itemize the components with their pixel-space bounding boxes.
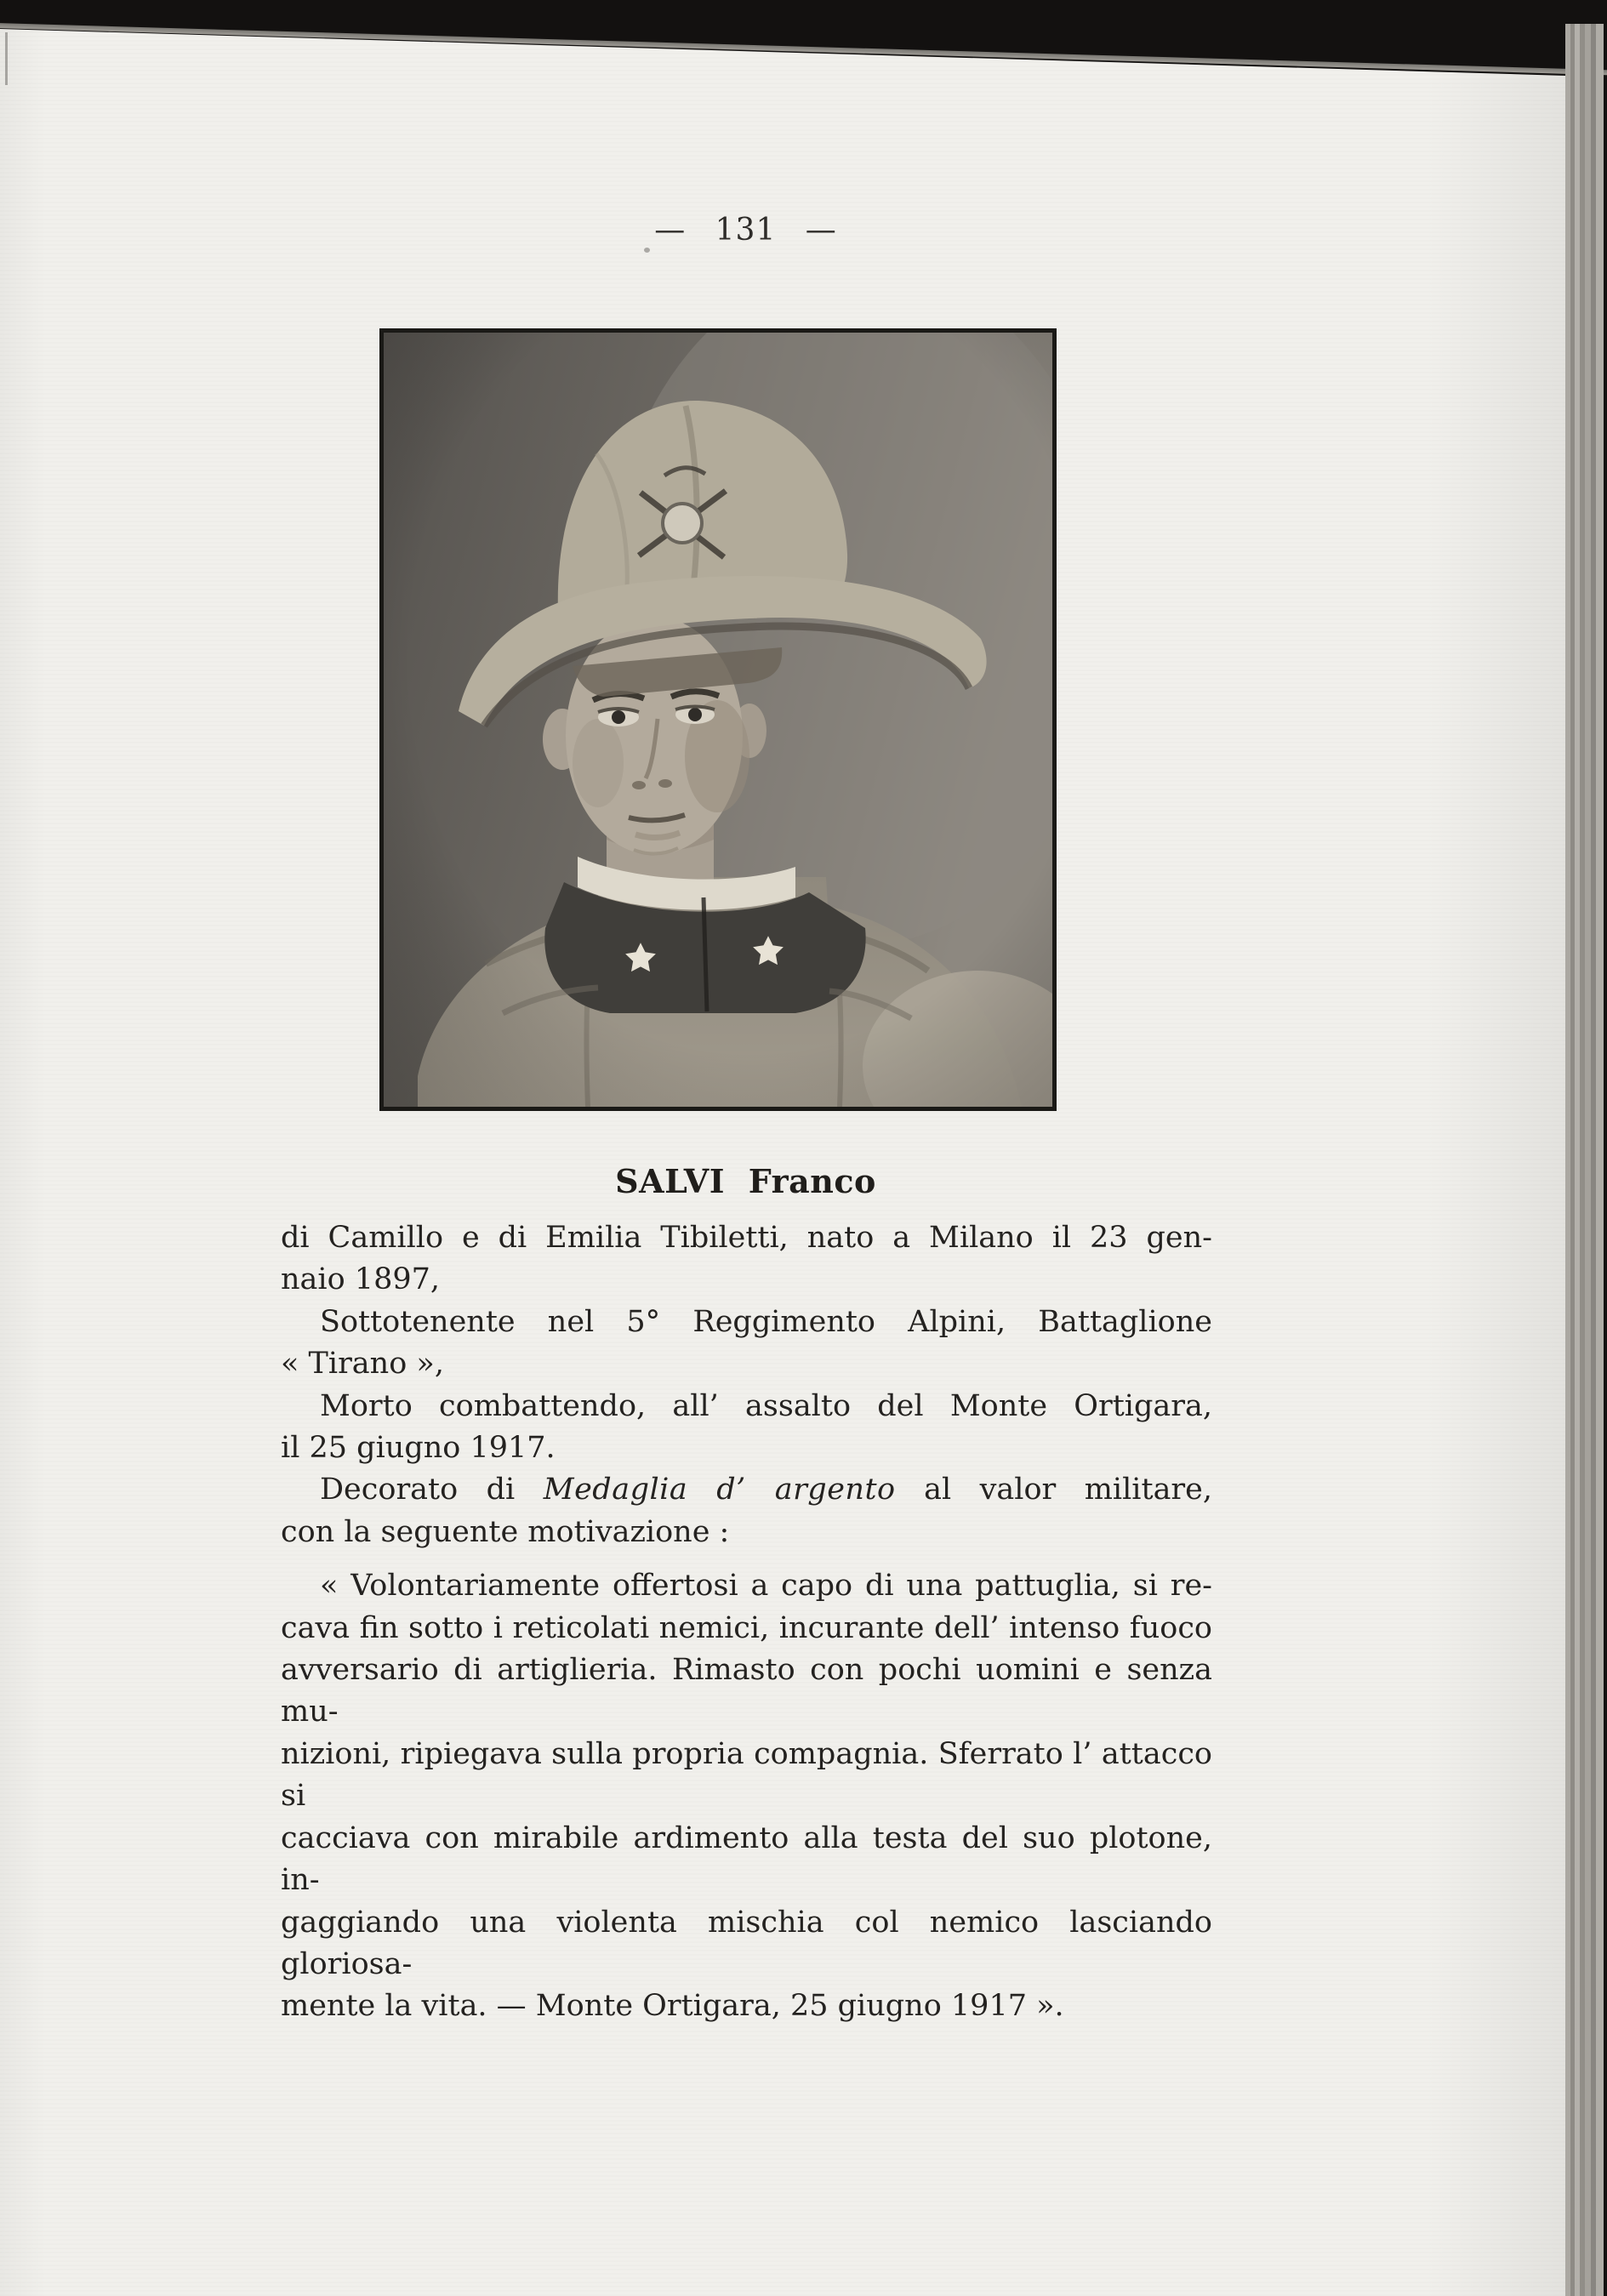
citation-line: « Volontariamente offertosi a capo di una pattuglia, si re- bbox=[320, 1569, 1212, 1604]
citation-line: nizioni, ripiegava sulla propria compagnia. Sferrato l’ attacco si bbox=[281, 1736, 1212, 1814]
body-line-medal bbox=[281, 1469, 1212, 1511]
memorial-body bbox=[281, 1217, 1212, 2028]
book-stacked-pages-edge bbox=[1565, 24, 1604, 2296]
scan-speck bbox=[644, 248, 650, 253]
citation-line: mente la vita. — Monte Ortigara, 25 giugno 1917 ». bbox=[281, 1989, 1064, 2024]
soldier-illustration bbox=[384, 333, 1052, 1107]
soldier-portrait-photo bbox=[379, 328, 1057, 1111]
body-line: naio 1897, bbox=[281, 1262, 440, 1297]
body-line: « Tirano », bbox=[281, 1347, 444, 1382]
page-left-edge bbox=[5, 32, 8, 85]
memorial-title: SALVI Franco bbox=[615, 1162, 876, 1200]
body-line: con la seguente motivazione : bbox=[281, 1514, 730, 1549]
citation-line: gaggiando una violenta mischia col nemico lasciando gloriosa- bbox=[281, 1905, 1212, 1981]
page-number: — 131 — bbox=[654, 213, 837, 248]
body-line: il 25 giugno 1917. bbox=[281, 1431, 556, 1466]
body-line: Sottotenente nel 5° Reggimento Alpini, Battaglione bbox=[320, 1304, 1212, 1339]
medal-name-italic: Medaglia d’ argento bbox=[543, 1473, 896, 1507]
medal-line-post: al valor militare, bbox=[924, 1473, 1213, 1507]
body-line: Morto combattendo, all’ assalto del Monte Ortigara, bbox=[320, 1388, 1212, 1423]
citation-line: avversario di artiglieria. Rimasto con pochi uomini e senza mu- bbox=[281, 1653, 1212, 1729]
citation-line: cacciava con mirabile ardimento alla testa del suo plotone, in- bbox=[281, 1820, 1212, 1898]
citation-line: cava fin sotto i reticolati nemici, incurante dell’ intenso fuoco bbox=[281, 1610, 1212, 1645]
medal-line-pre: Decorato di bbox=[320, 1473, 516, 1507]
body-line: di Camillo e di Emilia Tibiletti, nato a Milano il 23 gen- bbox=[281, 1221, 1212, 1255]
